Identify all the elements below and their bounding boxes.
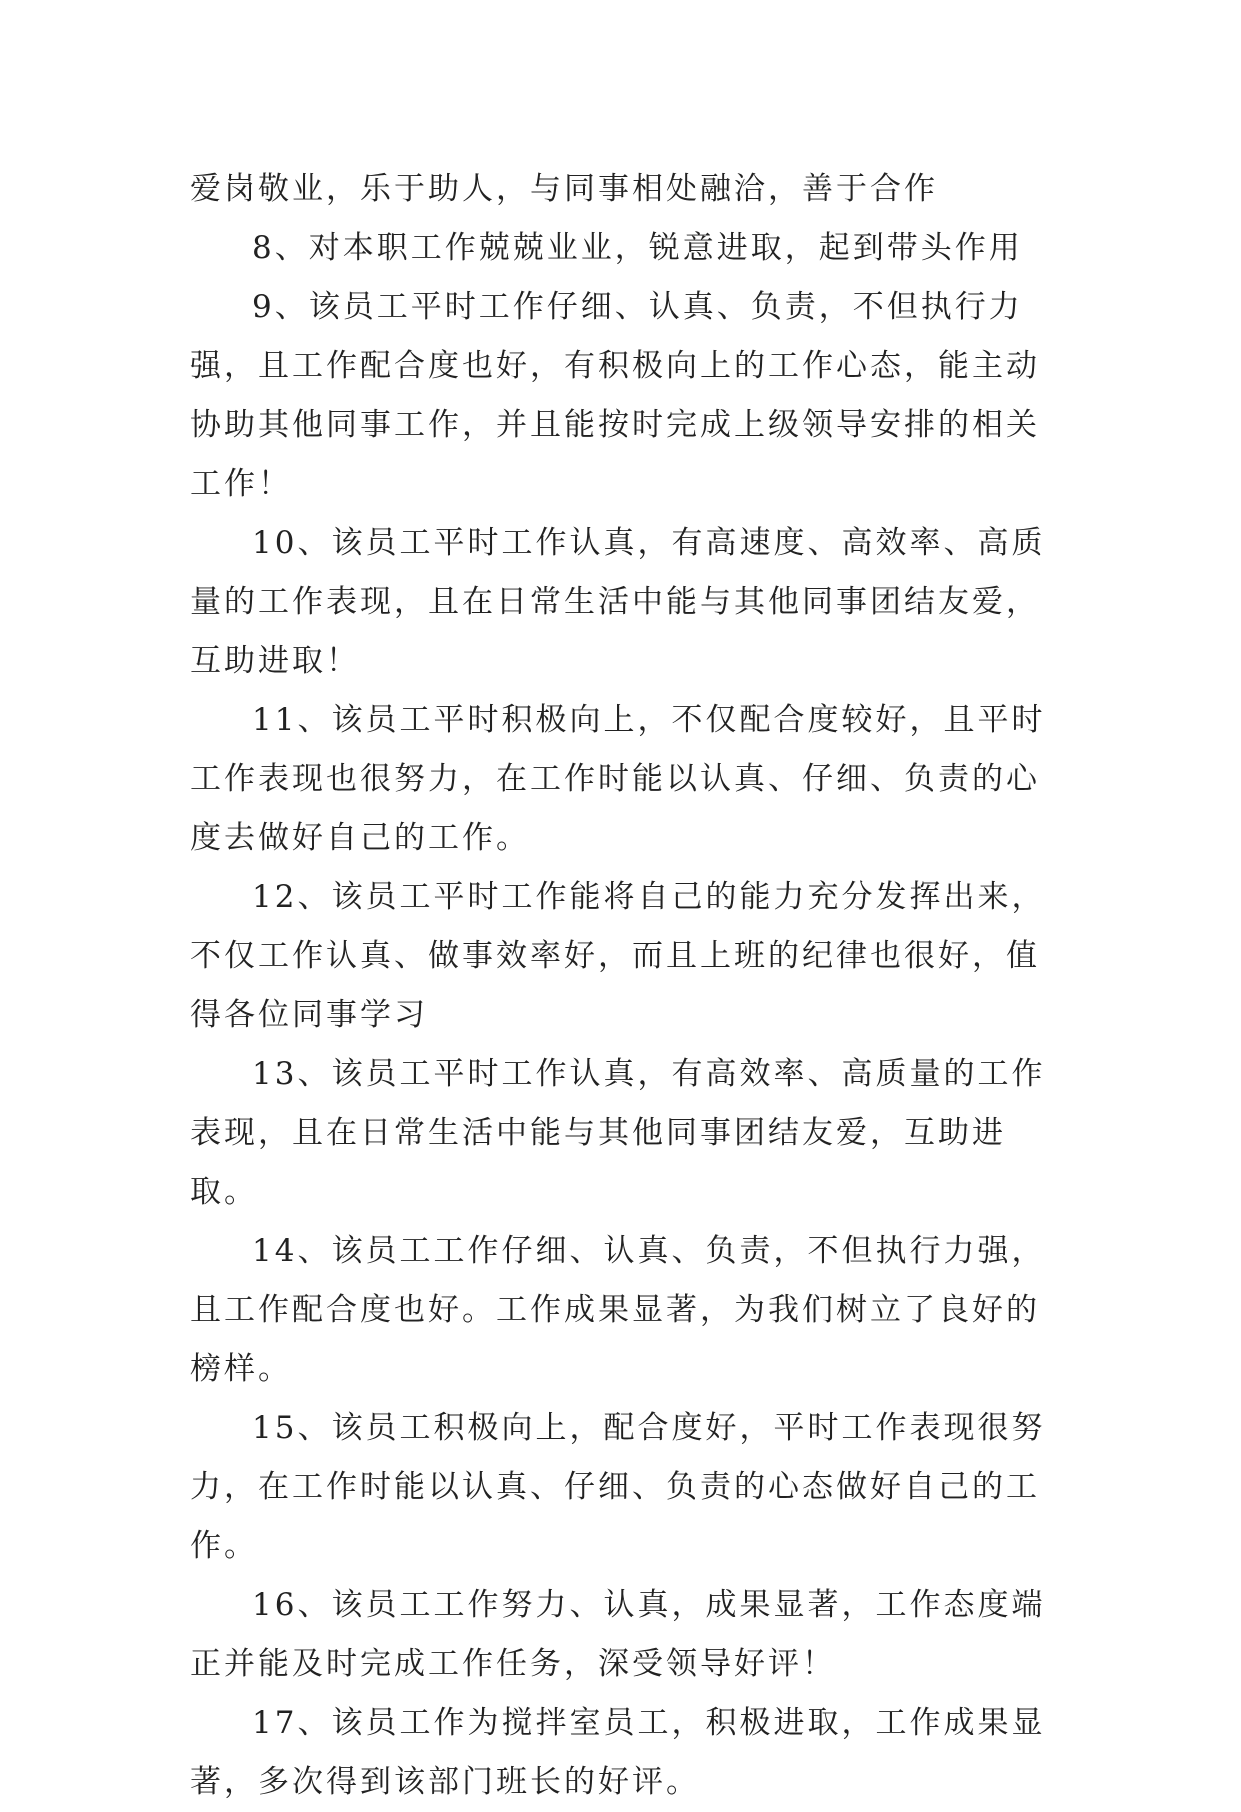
paragraph-item-16: 16、该员工工作努力、认真，成果显著，工作态度端正并能及时完成工作任务，深受领导好评！ <box>190 1587 1046 1682</box>
document-body <box>190 160 1070 1812</box>
paragraph-continuation: 爱岗敬业，乐于助人，与同事相处融洽，善于合作 <box>190 171 938 207</box>
paragraph-item-8: 8、对本职工作兢兢业业，锐意进取，起到带头作用 <box>252 230 1023 266</box>
paragraph-item-10: 10、该员工平时工作认真，有高速度、高效率、高质量的工作表现，且在日常生活中能与其他同事团结友爱，互助进取！ <box>190 525 1046 679</box>
paragraph-item-11: 11、该员工平时积极向上，不仅配合度较好，且平时工作表现也很努力，在工作时能以认真、仔细、负责的心度去做好自己的工作。 <box>190 702 1046 856</box>
paragraph-item-12: 12、该员工平时工作能将自己的能力充分发挥出来，不仅工作认真、做事效率好，而且上班的纪律也很好，值得各位同事学习 <box>190 879 1046 1033</box>
paragraph-item-17: 17、该员工作为搅拌室员工，积极进取，工作成果显著，多次得到该部门班长的好评。 <box>190 1705 1046 1800</box>
paragraph-item-9: 9、该员工平时工作仔细、认真、负责，不但执行力强，且工作配合度也好，有积极向上的工作心态，能主动协助其他同事工作，并且能按时完成上级领导安排的相关工作！ <box>190 289 1040 502</box>
paragraph-item-14: 14、该员工工作仔细、认真、负责，不但执行力强，且工作配合度也好。工作成果显著，为我们树立了良好的榜样。 <box>190 1233 1046 1387</box>
paragraph-item-13: 13、该员工平时工作认真，有高效率、高质量的工作表现，且在日常生活中能与其他同事团结友爱，互助进取。 <box>190 1056 1046 1210</box>
paragraph-item-15: 15、该员工积极向上，配合度好，平时工作表现很努力，在工作时能以认真、仔细、负责的心态做好自己的工作。 <box>190 1410 1046 1564</box>
